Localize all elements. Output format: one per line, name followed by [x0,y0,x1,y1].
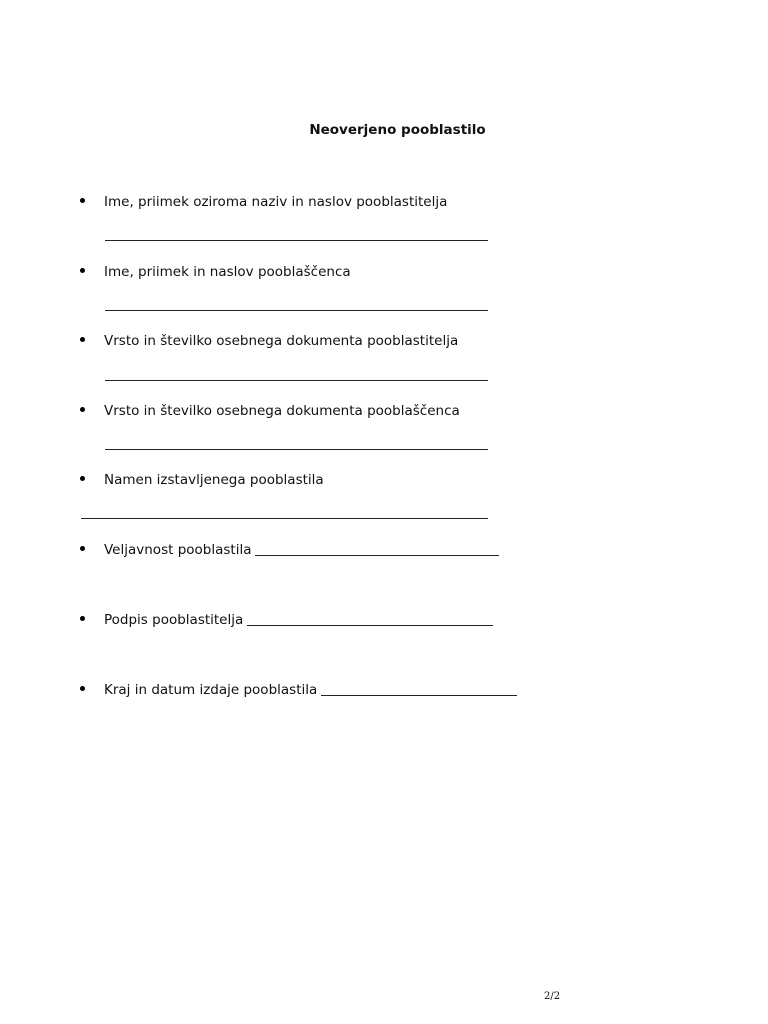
field-label: Namen izstavljenega pooblastila [104,472,324,488]
field-label: Vrsto in številko osebnega dokumenta pooblaščenca [104,403,460,419]
fill-line[interactable] [255,544,499,556]
field-label: Kraj in datum izdaje pooblastila [104,682,318,698]
bullet-icon [80,686,85,691]
fill-line[interactable] [105,449,488,450]
field-label: Ime, priimek in naslov pooblaščenca [104,264,351,280]
fill-line[interactable] [81,518,488,519]
field-label: Vrsto in številko osebnega dokumenta pooblastitelja [104,333,459,349]
document-title: Neoverjeno pooblastilo [309,122,486,138]
fill-line[interactable] [105,240,488,241]
bullet-icon [80,476,85,481]
field-grantor-name-address [80,193,447,211]
fill-line[interactable] [247,614,493,626]
field-signature [80,611,493,629]
bullet-icon [80,407,85,412]
field-purpose [80,471,324,489]
fill-line[interactable] [105,310,488,311]
bullet-icon [80,198,85,203]
field-grantor-id-document [80,332,458,350]
field-proxy-name-address [80,263,351,281]
bullet-icon [80,616,85,621]
bullet-icon [80,337,85,342]
bullet-icon [80,546,85,551]
fill-line[interactable] [321,684,517,696]
bullet-icon [80,268,85,273]
field-label: Ime, priimek oziroma naziv in naslov pooblastitelja [104,194,448,210]
fill-line[interactable] [105,380,488,381]
field-proxy-id-document [80,402,460,420]
page-number: 2/2 [544,991,561,1002]
field-place-date [80,681,517,699]
field-validity [80,541,499,559]
field-label: Veljavnost pooblastila [104,542,252,558]
field-label: Podpis pooblastitelja [104,612,244,628]
